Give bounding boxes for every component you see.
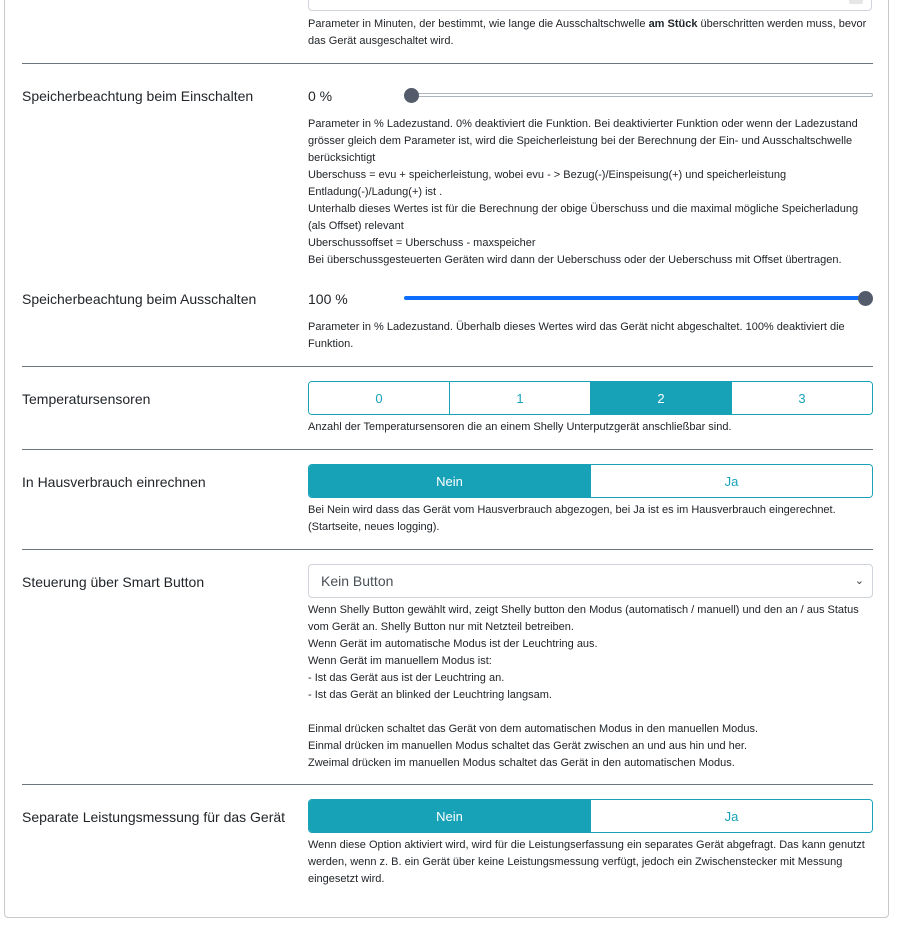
- temperatur-label: Temperatursensoren: [22, 391, 151, 407]
- ausschalt-input[interactable]: [308, 0, 872, 11]
- speicher-ein-help: Parameter in % Ladezustand. 0% deaktiviert die Funktion. Bei deaktivierter Funktion oder wenn der Ladezustand grösser gleich dem Parameter ist, wird die Speicherleistung bei der Berechnung der Ein- und Ausschaltschwelle berücksichtigt Uberschuss = evu + speicherleistung, wobei evu - > Bezug(-)/Einspeisung(+) und speicherleistung Entladung(-)/Ladung(+) ist . Unterhalb dieses Wertes ist für die Berechnung der obige Überschuss und die maximal mögliche Speicherladung (als Offset) relevant Uberschussoffset = Uberschuss - maxspeicher Bei überschussgesteuerten Geräten wird dann der Ueberschuss oder der Ueberschuss mit Offset übertragen.: [308, 118, 859, 266]
- leistungsmessung-option-ja[interactable]: Ja: [591, 800, 872, 832]
- smartbutton-selected-value: Kein Button: [321, 573, 394, 589]
- chevron-down-icon: ⌄: [854, 575, 864, 587]
- speicher-ein-slider-thumb[interactable]: [404, 88, 419, 103]
- divider: [22, 549, 873, 550]
- temperatur-help: Anzahl der Temperatursensoren die an einem Shelly Unterputzgerät anschließbar sind.: [308, 421, 732, 433]
- speicher-ein-value: 0 %: [308, 88, 333, 104]
- speicher-aus-help: Parameter in % Ladezustand. Überhalb dieses Wertes wird das Gerät nicht abgeschaltet. 100% deaktiviert die Funktion.: [308, 321, 845, 350]
- ausschalt-help: Parameter in Minuten, der bestimmt, wie lange die Ausschaltschwelle am Stück überschritten werden muss, bevor das Gerät ausgeschaltet wird.: [308, 18, 867, 47]
- speicher-aus-slider-track[interactable]: [404, 296, 866, 300]
- temperatur-option[interactable]: 1: [450, 382, 591, 414]
- smartbutton-help: Wenn Shelly Button gewählt wird, zeigt Shelly button den Modus (automatisch / manuell) und den an / aus Status vom Gerät an. Shelly Button nur mit Netzteil betreiben. Wenn Gerät im automatische Modus ist der Leuchtring aus. Wenn Gerät im manuellem Modus ist: - Ist das Gerät aus ist der Leuchtring an. - Ist das Gerät an blinked der Leuchtring langsam. Einmal drücken schaltet das Gerät von dem automatischen Modus in den manuellen Modus. Einmal drücken im manuellen Modus schaltet das Gerät zwischen an und aus hin und her. Zweimal drücken im manuellen Modus schaltet das Gerät in den automatischen Modus.: [308, 604, 859, 769]
- divider: [22, 784, 873, 785]
- speicher-ein-slider-track[interactable]: [404, 93, 873, 97]
- speicher-aus-slider-thumb[interactable]: [858, 291, 873, 306]
- speicher-aus-value: 100 %: [308, 291, 348, 307]
- hausverbrauch-option-nein[interactable]: Nein: [309, 465, 591, 497]
- temperatur-button-group: [308, 381, 873, 415]
- leistungsmessung-help: Wenn diese Option aktiviert wird, wird für die Leistungserfassung ein separates Gerät abgefragt. Das kann genutzt werden, wenn z. B. ein Gerät über keine Leistungsmessung verfügt, jedoch ein Zwischenstecker mit Messung eingesetzt wird.: [308, 839, 865, 885]
- hausverbrauch-button-group: [308, 464, 873, 498]
- temperatur-option[interactable]: 0: [309, 382, 450, 414]
- hausverbrauch-help: Bei Nein wird dass das Gerät vom Hausverbrauch abgezogen, bei Ja ist es im Hausverbrauch eingerechnet. (Startseite, neues logging).: [308, 504, 836, 533]
- smartbutton-select[interactable]: [308, 564, 873, 598]
- divider: [22, 366, 873, 367]
- leistungsmessung-label: Separate Leistungsmessung für das Gerät: [22, 809, 286, 825]
- spinner-icon[interactable]: [849, 0, 863, 4]
- speicher-ein-label: Speicherbeachtung beim Einschalten: [22, 88, 254, 104]
- speicher-aus-label: Speicherbeachtung beim Ausschalten: [22, 291, 257, 307]
- hausverbrauch-label: In Hausverbrauch einrechnen: [22, 474, 206, 490]
- temperatur-option[interactable]: 2: [591, 382, 732, 414]
- temperatur-option[interactable]: 3: [732, 382, 872, 414]
- leistungsmessung-option-nein[interactable]: Nein: [309, 800, 591, 832]
- divider: [22, 449, 873, 450]
- leistungsmessung-button-group: [308, 799, 873, 833]
- hausverbrauch-option-ja[interactable]: Ja: [591, 465, 872, 497]
- divider: [22, 63, 873, 64]
- smartbutton-label: Steuerung über Smart Button: [22, 574, 205, 590]
